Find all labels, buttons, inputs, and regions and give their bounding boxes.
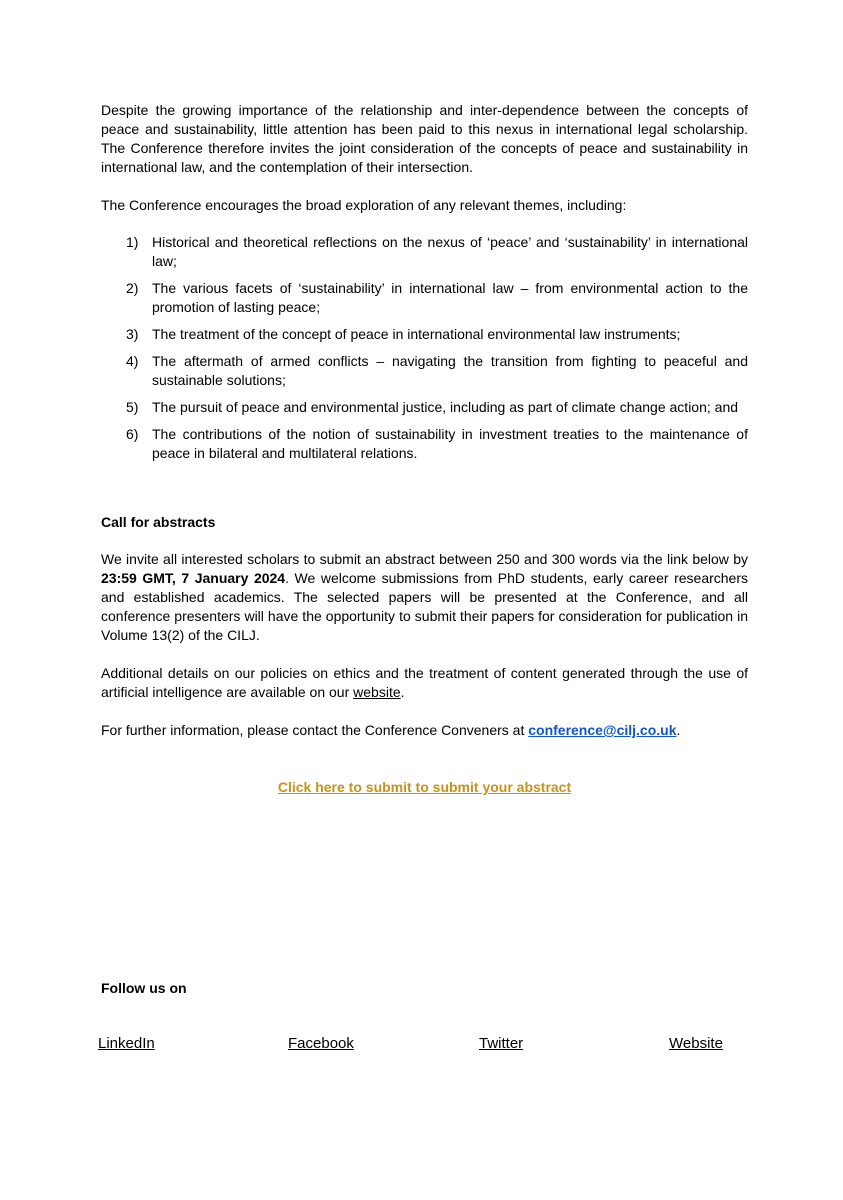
- theme-text: The various facets of ‘sustainability’ in international law – from environmental action to the promotion of lasting peace;: [152, 280, 748, 315]
- linkedin-link[interactable]: LinkedIn: [98, 1035, 155, 1052]
- call-for-abstracts-body: [101, 550, 748, 645]
- contact-email-link[interactable]: conference@cilj.co.uk: [528, 722, 677, 738]
- submission-deadline: 23:59 GMT, 7 January 2024: [101, 570, 286, 586]
- theme-number: 6): [126, 426, 139, 442]
- theme-item-4: [101, 352, 748, 390]
- theme-text: The pursuit of peace and environmental justice, including as part of climate change action; and: [152, 399, 739, 415]
- twitter-link[interactable]: Twitter: [479, 1035, 524, 1052]
- contact-period: .: [676, 722, 681, 738]
- ethics-paragraph: [101, 664, 748, 702]
- ethics-period: .: [400, 684, 405, 700]
- theme-item-5: [101, 398, 748, 417]
- themes-list: [101, 233, 748, 471]
- theme-item-2: [101, 279, 748, 317]
- facebook-link[interactable]: Facebook: [288, 1035, 354, 1052]
- theme-text: Historical and theoretical reflections on the nexus of ‘peace’ and ‘sustainability’ in international law;: [152, 234, 748, 269]
- website-link[interactable]: Website: [669, 1035, 723, 1052]
- call-for-abstracts-heading: Call for abstracts: [101, 514, 216, 530]
- theme-text: The contributions of the notion of sustainability in investment treaties to the maintenance of peace in bilateral and multilateral relations.: [152, 426, 748, 461]
- themes-lead: The Conference encourages the broad exploration of any relevant themes, including:: [101, 197, 627, 213]
- theme-number: 2): [126, 280, 139, 296]
- follow-us-heading: Follow us on: [101, 980, 187, 996]
- cfa-body-rest: . We welcome submissions from PhD students, early career researchers and established academics. The selected papers will be presented at the Conference, and all conference presenters will have the opportunity to submit their papers for consideration for publication in Volume 13(2) of the CILJ.: [101, 570, 749, 643]
- contact-text: For further information, please contact the Conference Conveners at: [101, 722, 529, 738]
- ethics-text: Additional details on our policies on ethics and the treatment of content generated through the use of artificial intelligence are available on our: [101, 665, 748, 700]
- contact-paragraph: [101, 721, 748, 740]
- theme-item-1: [101, 233, 748, 271]
- theme-item-3: [101, 325, 748, 344]
- submit-abstract-wrapper: [101, 778, 748, 797]
- theme-item-6: [101, 425, 748, 463]
- theme-text: The aftermath of armed conflicts – navigating the transition from fighting to peaceful and sustainable solutions;: [152, 353, 748, 388]
- cfa-body-lead: We invite all interested scholars to submit an abstract between 250 and 300 words via the link below by: [101, 551, 748, 567]
- intro-paragraph: Despite the growing importance of the relationship and inter-dependence between the concepts of peace and sustainability, little attention has been paid to this nexus in international legal scholarship. The Conference therefore invites the joint consideration of the concepts of peace and sustainability in international law, and the contemplation of their intersection.: [101, 102, 748, 175]
- theme-number: 1): [126, 234, 139, 250]
- ethics-website-link[interactable]: website: [353, 684, 401, 700]
- theme-number: 3): [126, 326, 139, 342]
- theme-number: 4): [126, 353, 139, 369]
- theme-number: 5): [126, 399, 139, 415]
- submit-abstract-link[interactable]: Click here to submit to submit your abstract: [277, 779, 572, 795]
- theme-text: The treatment of the concept of peace in international environmental law instruments;: [152, 326, 681, 342]
